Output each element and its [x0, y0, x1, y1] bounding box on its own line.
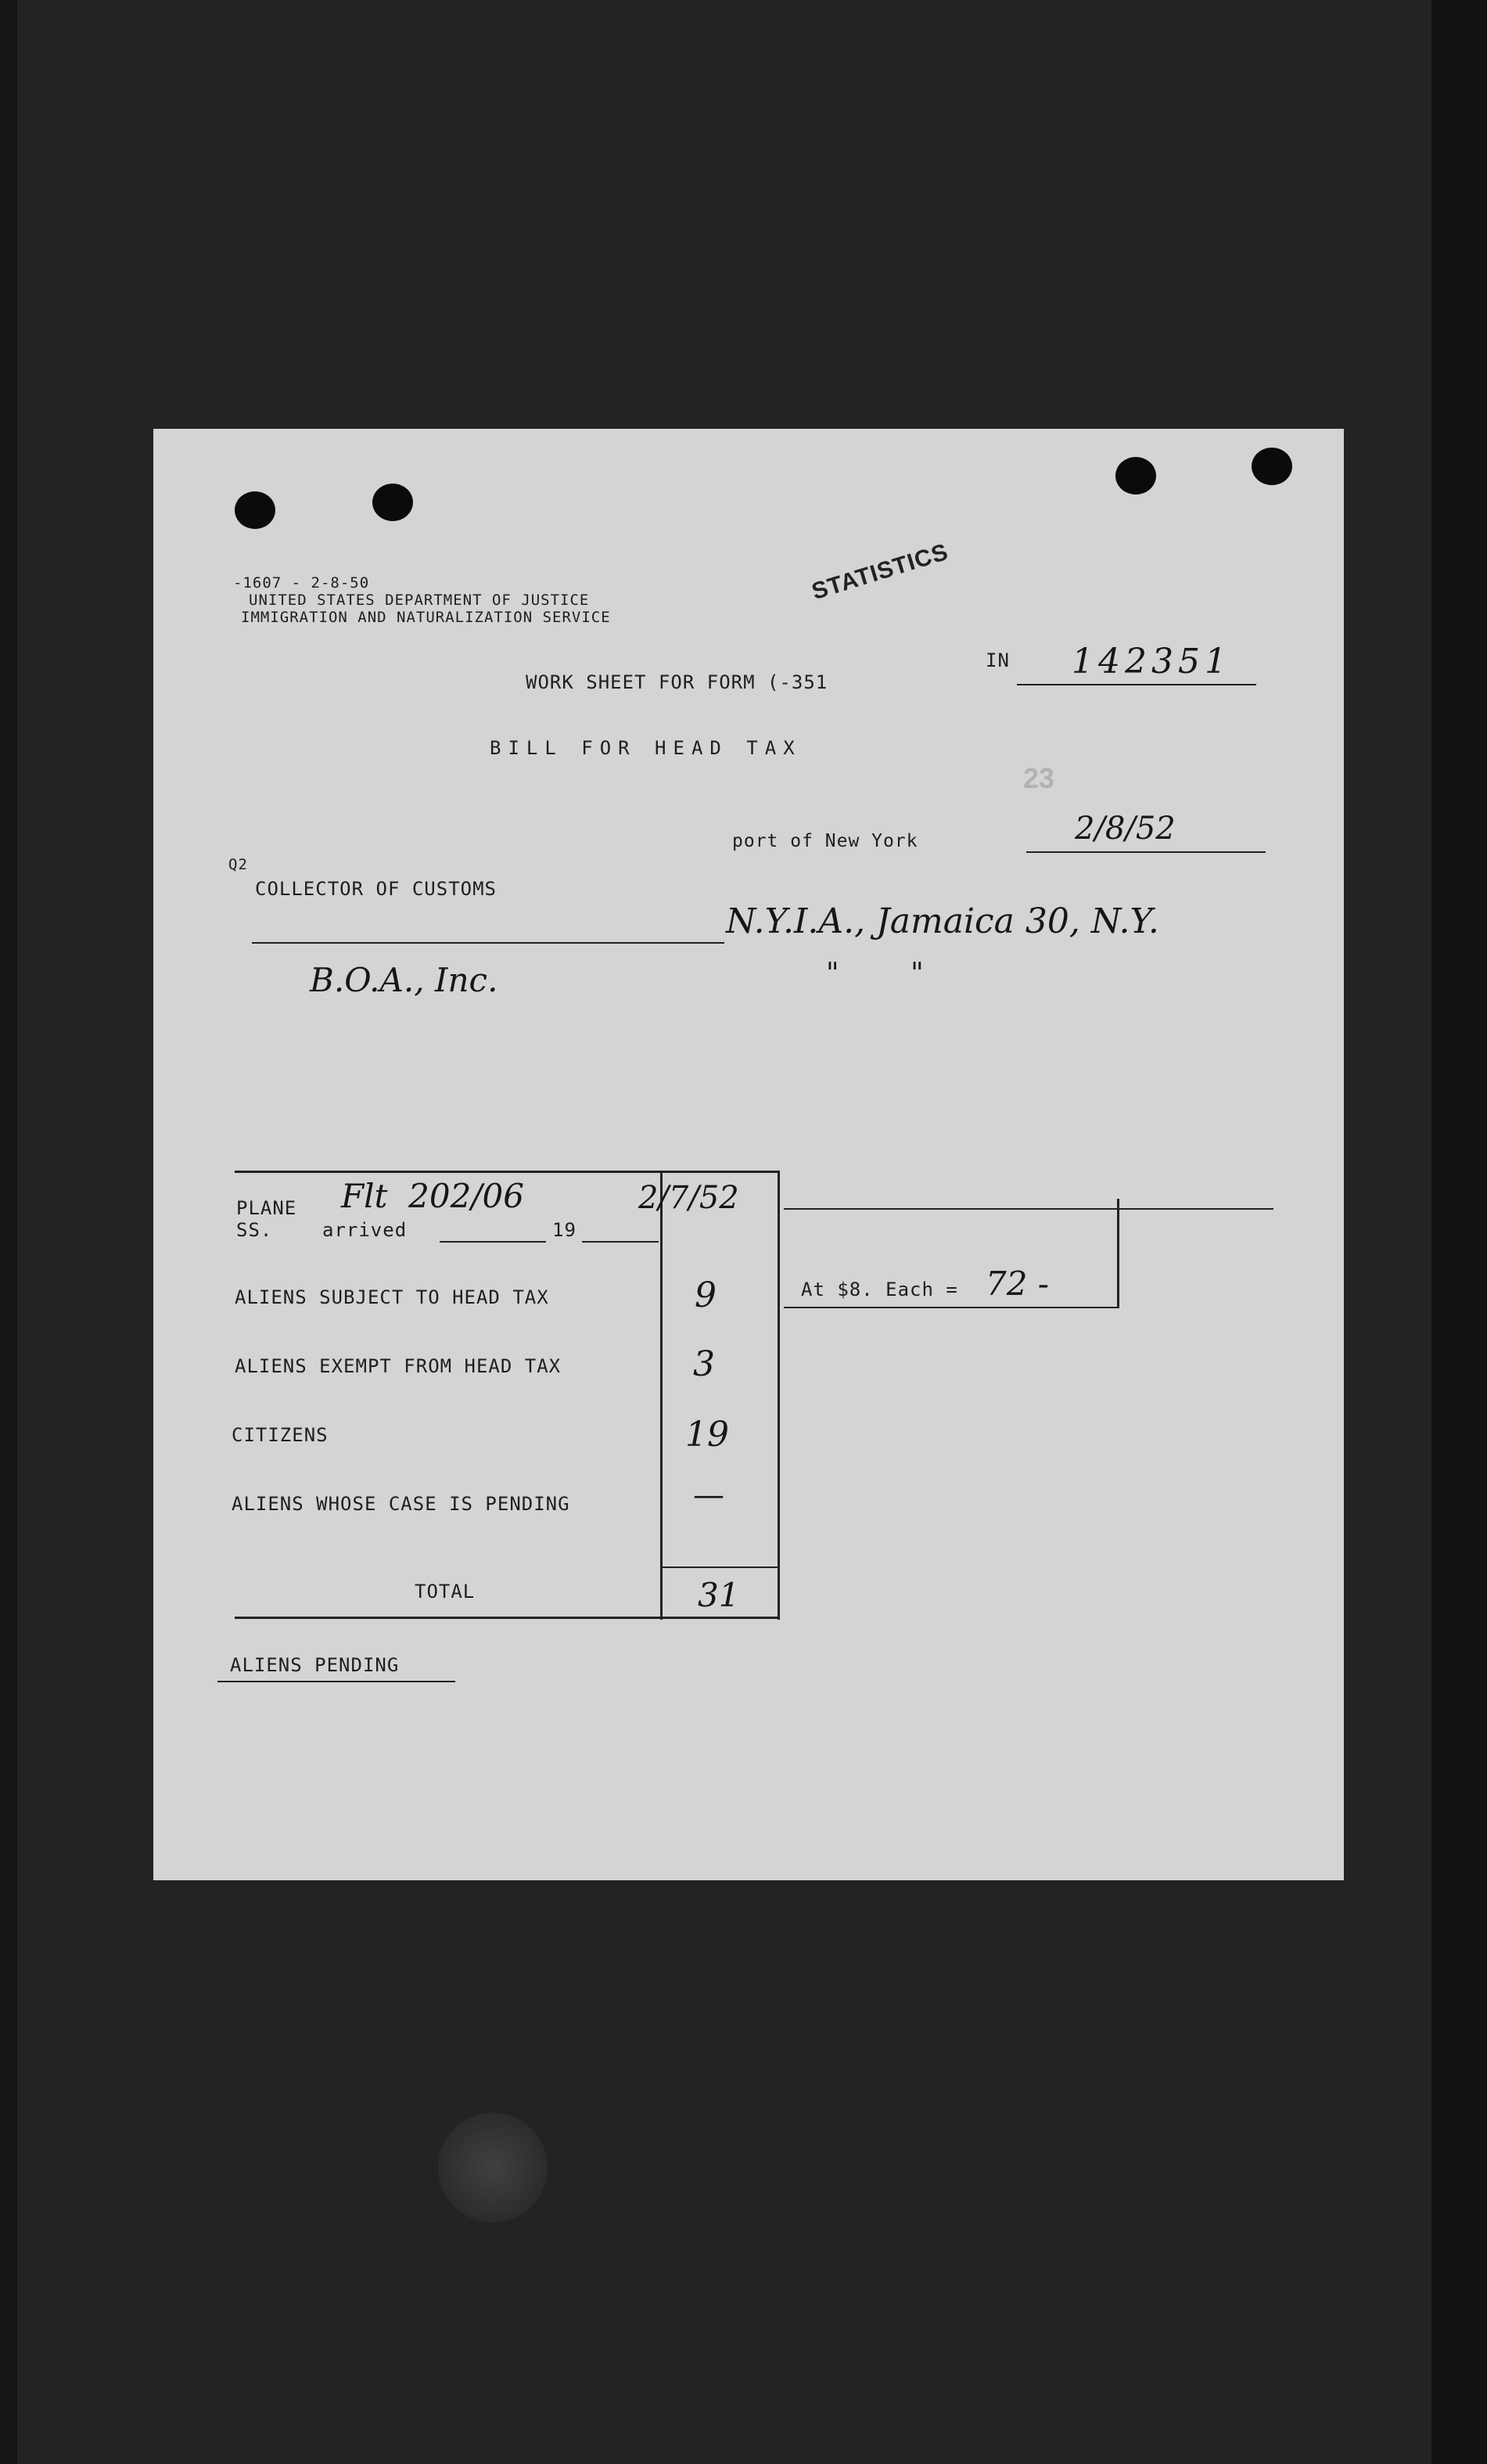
row-label-citizens: CITIZENS	[232, 1424, 329, 1446]
punch-hole-4	[1252, 448, 1292, 485]
film-edge-left	[0, 0, 17, 2464]
arrived-year-line	[582, 1241, 659, 1243]
row-label-subject: ALIENS SUBJECT TO HEAD TAX	[235, 1286, 549, 1308]
in-label: IN	[986, 649, 1010, 671]
row-label-exempt: ALIENS EXEMPT FROM HEAD TAX	[235, 1355, 562, 1377]
ss-label: SS.	[236, 1219, 273, 1241]
statistics-stamp: STATISTICS	[809, 538, 952, 606]
year-prefix: 19	[552, 1219, 576, 1241]
punch-hole-2	[372, 484, 413, 521]
port-label: port of New York	[732, 831, 918, 851]
bill-title: BILL FOR HEAD TAX	[490, 737, 802, 759]
rate-label: At $8. Each =	[801, 1279, 958, 1300]
punch-hole-3	[1115, 457, 1156, 495]
in-number-line	[1017, 684, 1256, 685]
film-glare	[438, 2113, 548, 2222]
rate-box-bottom	[784, 1307, 1119, 1308]
arrival-date-handwritten: 2/7/52	[638, 1180, 739, 1216]
work-sheet-title: WORK SHEET FOR FORM (-351	[526, 671, 828, 693]
arrived-label: arrived	[322, 1219, 408, 1241]
to-mark: Q2	[228, 856, 248, 873]
flight-handwritten: Flt 202/06	[341, 1177, 524, 1215]
table-right-border	[778, 1171, 780, 1620]
row-value-citizens: 19	[685, 1415, 729, 1455]
faint-stamp-number: 23	[1023, 762, 1055, 794]
arrived-day-line	[440, 1241, 546, 1243]
ditto-marks: " "	[826, 958, 924, 990]
in-number: 142351	[1072, 642, 1231, 682]
row-value-exempt: 3	[693, 1344, 715, 1384]
table-divider	[660, 1171, 663, 1620]
address-line	[252, 942, 724, 944]
row-value-pending: —	[693, 1477, 724, 1513]
department-line-1: UNITED STATES DEPARTMENT OF JUSTICE	[249, 592, 590, 609]
date-line	[1026, 851, 1266, 853]
total-value: 31	[698, 1576, 740, 1614]
table-bottom-border	[235, 1617, 779, 1619]
rate-box-top	[784, 1208, 1273, 1210]
bill-date: 2/8/52	[1075, 811, 1176, 847]
row-label-pending: ALIENS WHOSE CASE IS PENDING	[232, 1493, 570, 1515]
total-label: TOTAL	[415, 1581, 476, 1602]
company-handwritten: B.O.A., Inc.	[310, 961, 498, 999]
form-code: -1607 - 2-8-50	[233, 574, 370, 592]
punch-hole-1	[235, 491, 275, 529]
location-handwritten: N.Y.I.A., Jamaica 30, N.Y.	[726, 901, 1159, 941]
rate-box-right	[1117, 1199, 1119, 1308]
table-top-border	[235, 1171, 778, 1173]
aliens-pending-line	[217, 1681, 455, 1682]
row-value-subject: 9	[695, 1275, 717, 1315]
total-separator	[662, 1567, 779, 1568]
document-sheet	[153, 429, 1344, 1880]
plane-label: PLANE	[236, 1197, 297, 1219]
rate-amount: 72 -	[986, 1264, 1049, 1303]
department-line-2: IMMIGRATION AND NATURALIZATION SERVICE	[241, 609, 611, 626]
collector-label: COLLECTOR OF CUSTOMS	[255, 878, 497, 900]
aliens-pending-label: ALIENS PENDING	[230, 1654, 400, 1676]
film-edge-right	[1431, 0, 1487, 2464]
